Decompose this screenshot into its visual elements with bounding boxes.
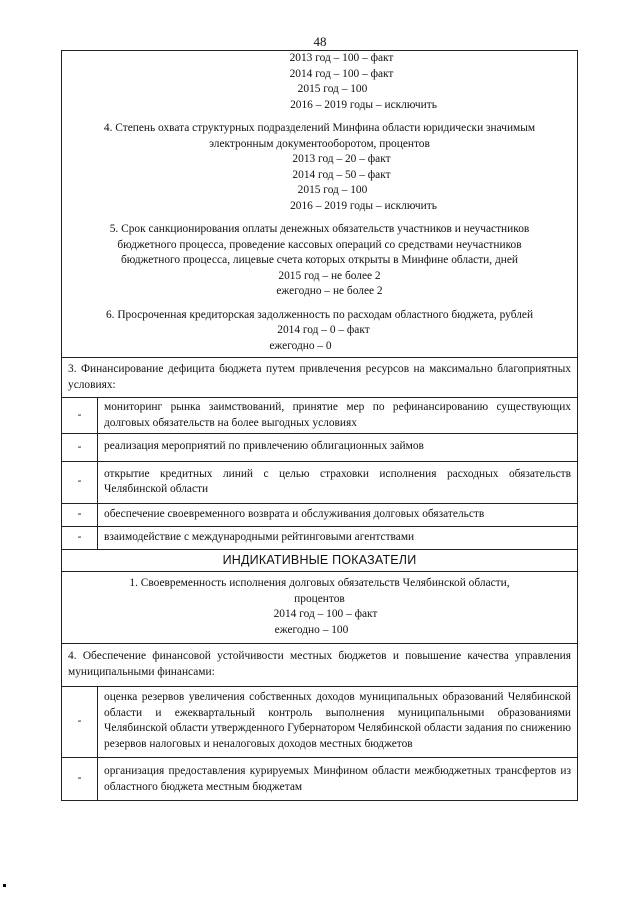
indicator-4-title xyxy=(62,121,577,152)
measure-text: реализация мероприятий по привлечению облигационных займов xyxy=(104,440,424,452)
indicator-title-line: бюджетного процесса, проведение кассовых операций со средствами неучастников xyxy=(117,238,522,251)
indicator-3-values xyxy=(62,51,577,357)
section-3-title: 3. Финансирование дефицита бюджета путем привлечения ресурсов на максимально благоприятных условиях: xyxy=(62,357,577,397)
indicator-title-line: бюджетного процесса, лицевые счета которых открыты в Минфине области, дней xyxy=(120,254,519,266)
section-3-item xyxy=(62,526,577,549)
indicator-1-title xyxy=(62,576,577,607)
dash-marker: - xyxy=(62,504,98,527)
indicator-title-line: 5. Срок санкционирования оплаты денежных обязательств участников и неучастников xyxy=(109,223,530,235)
measure-text: оценка резервов увеличения собственных доходов муниципальных образований Челябинской области и ежеквартальный контроль выполнения муниципальными образованиями Челябинской области утвержденного Губернатором Челябинской области задания по снижению резервов налоговых и неналоговых доходов местных бюджетов xyxy=(104,691,571,750)
value-line: ежегодно – 0 xyxy=(269,339,332,352)
value-line: 2015 год – 100 xyxy=(297,184,368,196)
indicator-title-line: 4. Степень охвата структурных подразделений Минфина области юридически значимым xyxy=(103,122,536,134)
section-4-item xyxy=(62,686,577,757)
dash-marker: - xyxy=(62,527,98,549)
value-line: 2015 год – не более 2 xyxy=(278,269,381,282)
section-3-item xyxy=(62,461,577,503)
measure-text: взаимодействие с международными рейтинговыми агентствами xyxy=(104,531,415,543)
indicator-title-line: электронным документооборотом, процентов xyxy=(209,137,430,150)
measure-text: обеспечение своевременного возврата и обслуживания долговых обязательств xyxy=(104,507,485,520)
value-line: 2013 год – 100 – факт xyxy=(289,52,394,64)
section-4-title: 4. Обеспечение финансовой устойчивости местных бюджетов и повышение качества управления муниципальными финансами: xyxy=(62,643,577,686)
dash-marker: - xyxy=(62,434,98,461)
indicator-5-title xyxy=(62,222,577,269)
indicator-1 xyxy=(62,571,577,643)
dash-marker: - xyxy=(62,462,98,503)
value-line: ежегодно – не более 2 xyxy=(276,285,383,297)
page-number: 48 xyxy=(313,34,327,49)
measure-text: организация предоставления курируемых Минфином области межбюджетных трансфертов из областного бюджета местным бюджетам xyxy=(104,765,571,793)
indicator-title-line: процентов xyxy=(294,592,345,605)
value-line: 2014 год – 100 – факт xyxy=(273,608,378,620)
measure-text: мониторинг рынка заимствований, принятие мер по рефинансированию существующих долговых обязательств на более выгодных условиях xyxy=(104,401,571,429)
scan-mark xyxy=(3,884,6,887)
dash-marker: - xyxy=(62,758,98,800)
measure-text: открытие кредитных линий с целью страховки исполнения расходных обязательств Челябинской области xyxy=(104,467,571,495)
section-3-item xyxy=(62,433,577,461)
value-line: 2014 год – 50 – факт xyxy=(292,168,391,181)
section-3-item xyxy=(62,503,577,527)
indicator-title-line: 1. Своевременность исполнения долговых обязательств Челябинской области, xyxy=(129,577,510,589)
dash-marker: - xyxy=(62,687,98,757)
value-line: 2013 год – 20 – факт xyxy=(292,153,391,165)
section-3-item xyxy=(62,397,577,433)
indicators-header: ИНДИКАТИВНЫЕ ПОКАЗАТЕЛИ xyxy=(62,549,577,572)
value-line: 2015 год – 100 xyxy=(297,83,368,95)
value-line: 2016 – 2019 годы – исключить xyxy=(290,98,437,111)
value-line: 2014 год – 0 – факт xyxy=(277,324,370,336)
value-line: ежегодно – 100 xyxy=(274,623,349,636)
value-line: 2016 – 2019 годы – исключить xyxy=(290,199,437,212)
section-4-item xyxy=(62,757,577,800)
program-table xyxy=(61,50,578,801)
dash-marker: - xyxy=(62,398,98,433)
value-line: 2014 год – 100 – факт xyxy=(289,67,394,80)
indicator-6-title: 6. Просроченная кредиторская задолженность по расходам областного бюджета, рублей xyxy=(105,308,534,321)
